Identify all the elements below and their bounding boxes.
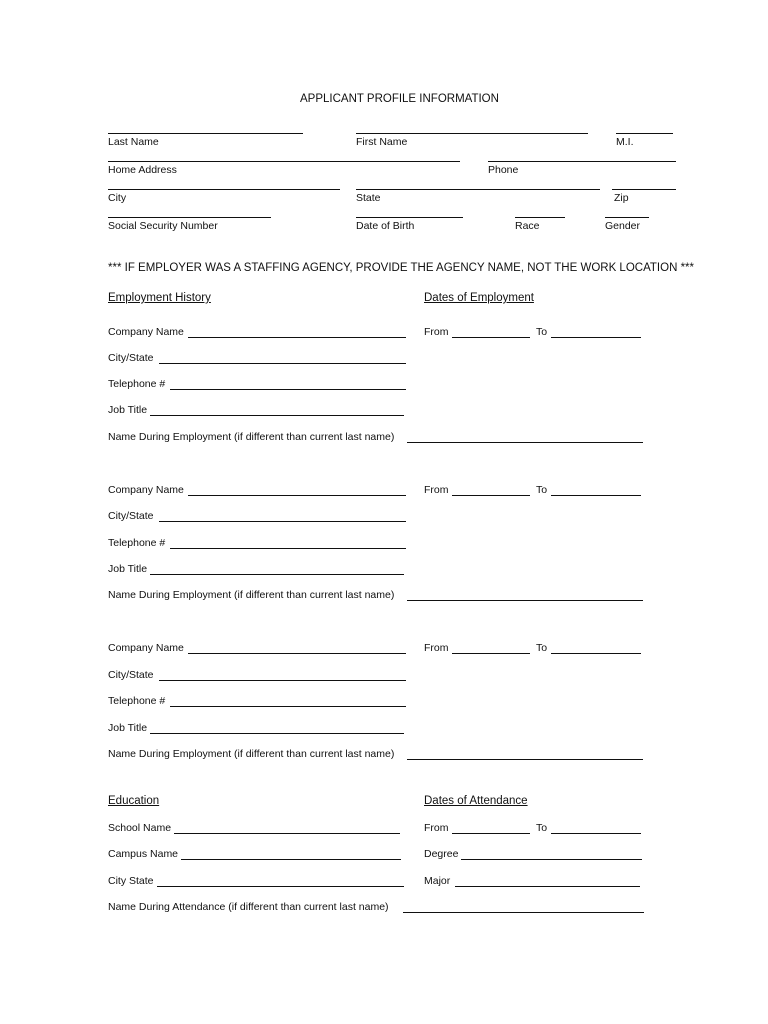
dob-field[interactable] [356, 217, 463, 218]
ssn-field[interactable] [108, 217, 271, 218]
job-title-label: Job Title [108, 404, 148, 416]
name-during-employment-field[interactable] [407, 600, 643, 601]
to-date-field[interactable] [551, 833, 641, 834]
ssn-label: Social Security Number [108, 220, 218, 232]
from-date-field[interactable] [452, 337, 530, 338]
campus-name-field[interactable] [181, 859, 401, 860]
mi-label: M.I. [616, 136, 634, 148]
dates-of-employment-heading: Dates of Employment [424, 292, 534, 304]
telephone-field[interactable] [170, 548, 406, 549]
company-name-field[interactable] [188, 337, 406, 338]
from-label: From [424, 484, 449, 496]
to-date-field[interactable] [551, 653, 641, 654]
city-state-label: City/State [108, 510, 154, 522]
first-name-label: First Name [356, 136, 408, 148]
dates-of-attendance-heading: Dates of Attendance [424, 795, 528, 807]
from-label: From [424, 822, 449, 834]
name-during-employment-field[interactable] [407, 442, 643, 443]
zip-field[interactable] [612, 189, 676, 190]
to-label: To [536, 326, 548, 338]
mi-field[interactable] [616, 133, 673, 134]
name-during-employment-label: Name During Employment (if different than current last name) [108, 431, 395, 443]
job-title-field[interactable] [150, 415, 404, 416]
city-label: City [108, 192, 127, 204]
job-title-field[interactable] [150, 733, 404, 734]
name-during-employment-label: Name During Employment (if different than current last name) [108, 748, 395, 760]
company-name-field[interactable] [188, 495, 406, 496]
phone-field[interactable] [488, 161, 676, 162]
race-label: Race [515, 220, 540, 232]
to-label: To [536, 822, 548, 834]
city-state-label: City State [108, 875, 154, 887]
to-label: To [536, 642, 548, 654]
phone-label: Phone [488, 164, 519, 176]
city-field[interactable] [108, 189, 340, 190]
name-during-employment-label: Name During Employment (if different than current last name) [108, 589, 395, 601]
name-during-attendance-label: Name During Attendance (if different than current last name) [108, 901, 389, 913]
dob-label: Date of Birth [356, 220, 415, 232]
company-name-field[interactable] [188, 653, 406, 654]
employment-history-heading: Employment History [108, 292, 211, 304]
to-date-field[interactable] [551, 337, 641, 338]
name-during-employment-field[interactable] [407, 759, 643, 760]
telephone-label: Telephone # [108, 378, 166, 390]
major-field[interactable] [455, 886, 640, 887]
major-label: Major [424, 875, 451, 887]
school-name-label: School Name [108, 822, 172, 834]
from-date-field[interactable] [452, 495, 530, 496]
degree-field[interactable] [461, 859, 642, 860]
race-field[interactable] [515, 217, 565, 218]
education-heading: Education [108, 795, 160, 807]
gender-label: Gender [605, 220, 641, 232]
company-name-label: Company Name [108, 326, 184, 338]
from-label: From [424, 642, 449, 654]
home-address-label: Home Address [108, 164, 177, 176]
job-title-field[interactable] [150, 574, 404, 575]
staffing-agency-notice: *** IF EMPLOYER WAS A STAFFING AGENCY, PROVIDE THE AGENCY NAME, NOT THE WORK LOCATION *** [108, 262, 694, 274]
degree-label: Degree [424, 848, 459, 860]
last-name-field[interactable] [108, 133, 303, 134]
state-label: State [356, 192, 381, 204]
city-state-label: City/State [108, 669, 154, 681]
job-title-label: Job Title [108, 722, 148, 734]
first-name-field[interactable] [356, 133, 588, 134]
school-name-field[interactable] [174, 833, 400, 834]
telephone-label: Telephone # [108, 537, 166, 549]
to-date-field[interactable] [551, 495, 641, 496]
telephone-field[interactable] [170, 706, 406, 707]
gender-field[interactable] [605, 217, 649, 218]
city-state-field[interactable] [159, 521, 406, 522]
last-name-label: Last Name [108, 136, 159, 148]
to-label: To [536, 484, 548, 496]
company-name-label: Company Name [108, 484, 184, 496]
city-state-field[interactable] [159, 680, 406, 681]
city-state-field[interactable] [157, 886, 404, 887]
telephone-label: Telephone # [108, 695, 166, 707]
name-during-attendance-field[interactable] [403, 912, 644, 913]
from-date-field[interactable] [452, 653, 530, 654]
telephone-field[interactable] [170, 389, 406, 390]
city-state-field[interactable] [159, 363, 406, 364]
job-title-label: Job Title [108, 563, 148, 575]
company-name-label: Company Name [108, 642, 184, 654]
zip-label: Zip [614, 192, 629, 204]
city-state-label: City/State [108, 352, 154, 364]
home-address-field[interactable] [108, 161, 460, 162]
campus-name-label: Campus Name [108, 848, 179, 860]
page-title: APPLICANT PROFILE INFORMATION [300, 93, 499, 105]
from-date-field[interactable] [452, 833, 530, 834]
state-field[interactable] [356, 189, 600, 190]
from-label: From [424, 326, 449, 338]
